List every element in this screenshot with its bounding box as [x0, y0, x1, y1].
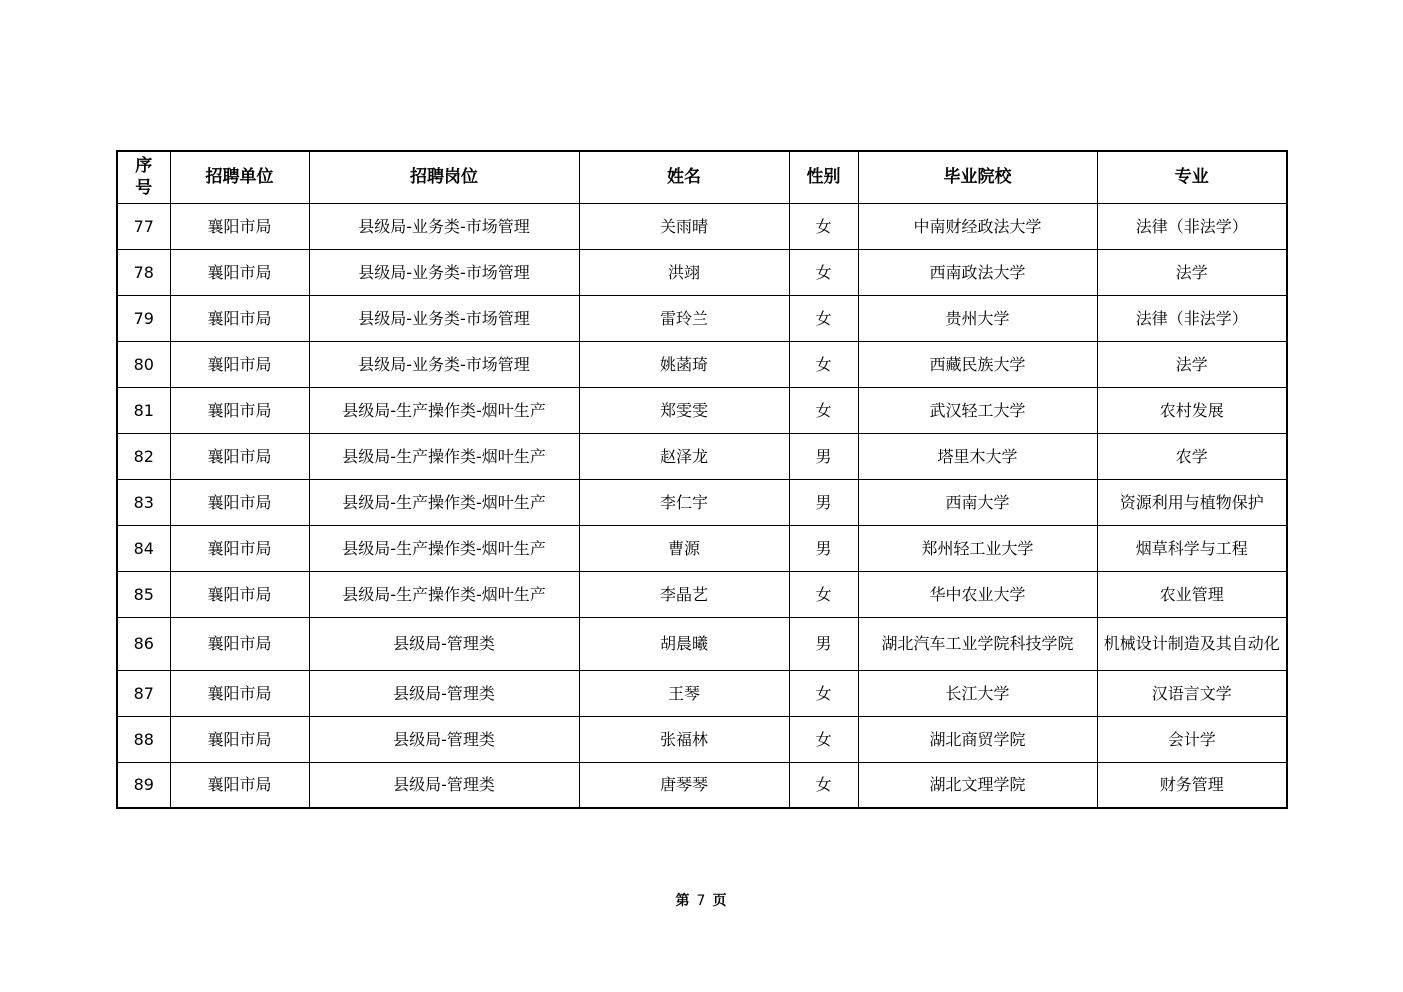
cell-gender: 女 [789, 295, 858, 341]
cell-name: 唐琴琴 [579, 762, 789, 808]
cell-major: 烟草科学与工程 [1097, 525, 1287, 571]
cell-school: 湖北文理学院 [858, 762, 1097, 808]
cell-seq: 89 [117, 762, 170, 808]
cell-seq: 77 [117, 203, 170, 249]
cell-seq: 81 [117, 387, 170, 433]
cell-major: 资源利用与植物保护 [1097, 479, 1287, 525]
cell-major: 法学 [1097, 341, 1287, 387]
cell-seq: 78 [117, 249, 170, 295]
cell-gender: 男 [789, 433, 858, 479]
table-row [117, 525, 1287, 571]
cell-name: 郑雯雯 [579, 387, 789, 433]
cell-seq: 82 [117, 433, 170, 479]
cell-unit: 襄阳市局 [170, 249, 309, 295]
cell-name: 雷玲兰 [579, 295, 789, 341]
header-position: 招聘岗位 [309, 151, 579, 203]
cell-name: 李仁宇 [579, 479, 789, 525]
header-gender: 性别 [789, 151, 858, 203]
cell-major: 法律（非法学） [1097, 203, 1287, 249]
cell-name: 曹源 [579, 525, 789, 571]
cell-position: 县级局-管理类 [309, 617, 579, 670]
header-name: 姓名 [579, 151, 789, 203]
cell-unit: 襄阳市局 [170, 295, 309, 341]
table-row [117, 571, 1287, 617]
table-row [117, 617, 1287, 670]
cell-school: 湖北商贸学院 [858, 716, 1097, 762]
cell-position: 县级局-生产操作类-烟叶生产 [309, 479, 579, 525]
cell-seq: 86 [117, 617, 170, 670]
cell-major: 农业管理 [1097, 571, 1287, 617]
cell-major: 财务管理 [1097, 762, 1287, 808]
cell-school: 西南政法大学 [858, 249, 1097, 295]
cell-name: 洪翊 [579, 249, 789, 295]
cell-unit: 襄阳市局 [170, 479, 309, 525]
cell-name: 姚菡琦 [579, 341, 789, 387]
recruitment-table [116, 150, 1288, 809]
cell-seq: 88 [117, 716, 170, 762]
cell-gender: 女 [789, 203, 858, 249]
table-row [117, 433, 1287, 479]
header-school: 毕业院校 [858, 151, 1097, 203]
cell-seq: 85 [117, 571, 170, 617]
cell-position: 县级局-生产操作类-烟叶生产 [309, 433, 579, 479]
cell-position: 县级局-业务类-市场管理 [309, 249, 579, 295]
cell-position: 县级局-生产操作类-烟叶生产 [309, 387, 579, 433]
header-seq-line1: 序 [135, 156, 153, 177]
cell-position: 县级局-业务类-市场管理 [309, 203, 579, 249]
cell-position: 县级局-管理类 [309, 716, 579, 762]
cell-school: 西南大学 [858, 479, 1097, 525]
cell-major: 法学 [1097, 249, 1287, 295]
cell-gender: 女 [789, 670, 858, 716]
cell-position: 县级局-生产操作类-烟叶生产 [309, 525, 579, 571]
cell-position: 县级局-业务类-市场管理 [309, 341, 579, 387]
cell-unit: 襄阳市局 [170, 617, 309, 670]
cell-school: 中南财经政法大学 [858, 203, 1097, 249]
cell-unit: 襄阳市局 [170, 762, 309, 808]
cell-school: 华中农业大学 [858, 571, 1097, 617]
cell-major: 会计学 [1097, 716, 1287, 762]
cell-school: 郑州轻工业大学 [858, 525, 1097, 571]
cell-gender: 女 [789, 249, 858, 295]
cell-position: 县级局-生产操作类-烟叶生产 [309, 571, 579, 617]
cell-position: 县级局-管理类 [309, 762, 579, 808]
footer-prefix: 第 [675, 893, 691, 909]
page-number: 7 [696, 893, 707, 909]
table-row [117, 249, 1287, 295]
cell-seq: 87 [117, 670, 170, 716]
header-unit: 招聘单位 [170, 151, 309, 203]
cell-school: 西藏民族大学 [858, 341, 1097, 387]
cell-gender: 男 [789, 617, 858, 670]
table-row [117, 716, 1287, 762]
cell-seq: 83 [117, 479, 170, 525]
cell-major: 法律（非法学） [1097, 295, 1287, 341]
table-row [117, 387, 1287, 433]
cell-unit: 襄阳市局 [170, 571, 309, 617]
footer-suffix: 页 [712, 893, 728, 909]
cell-unit: 襄阳市局 [170, 525, 309, 571]
cell-major: 机械设计制造及其自动化 [1097, 617, 1287, 670]
table-row [117, 479, 1287, 525]
cell-major: 汉语言文学 [1097, 670, 1287, 716]
cell-name: 胡晨曦 [579, 617, 789, 670]
cell-major: 农学 [1097, 433, 1287, 479]
cell-seq: 84 [117, 525, 170, 571]
cell-unit: 襄阳市局 [170, 670, 309, 716]
page-footer [0, 890, 1403, 910]
table-row [117, 341, 1287, 387]
cell-school: 贵州大学 [858, 295, 1097, 341]
cell-name: 关雨晴 [579, 203, 789, 249]
table-row [117, 762, 1287, 808]
cell-school: 湖北汽车工业学院科技学院 [858, 617, 1097, 670]
cell-seq: 79 [117, 295, 170, 341]
cell-position: 县级局-业务类-市场管理 [309, 295, 579, 341]
cell-name: 李晶艺 [579, 571, 789, 617]
header-seq-line2: 号 [135, 178, 153, 199]
cell-name: 赵泽龙 [579, 433, 789, 479]
cell-name: 王琴 [579, 670, 789, 716]
header-row [117, 151, 1287, 203]
cell-gender: 男 [789, 479, 858, 525]
cell-school: 塔里木大学 [858, 433, 1097, 479]
cell-gender: 女 [789, 716, 858, 762]
cell-major: 农村发展 [1097, 387, 1287, 433]
cell-unit: 襄阳市局 [170, 387, 309, 433]
cell-gender: 女 [789, 571, 858, 617]
cell-unit: 襄阳市局 [170, 433, 309, 479]
cell-name: 张福林 [579, 716, 789, 762]
cell-position: 县级局-管理类 [309, 670, 579, 716]
cell-gender: 男 [789, 525, 858, 571]
table-row [117, 295, 1287, 341]
cell-school: 长江大学 [858, 670, 1097, 716]
header-seq [117, 151, 170, 203]
cell-unit: 襄阳市局 [170, 716, 309, 762]
cell-gender: 女 [789, 341, 858, 387]
header-major: 专业 [1097, 151, 1287, 203]
cell-gender: 女 [789, 762, 858, 808]
table-row [117, 203, 1287, 249]
cell-gender: 女 [789, 387, 858, 433]
cell-unit: 襄阳市局 [170, 203, 309, 249]
cell-unit: 襄阳市局 [170, 341, 309, 387]
table-row [117, 670, 1287, 716]
cell-seq: 80 [117, 341, 170, 387]
cell-school: 武汉轻工大学 [858, 387, 1097, 433]
